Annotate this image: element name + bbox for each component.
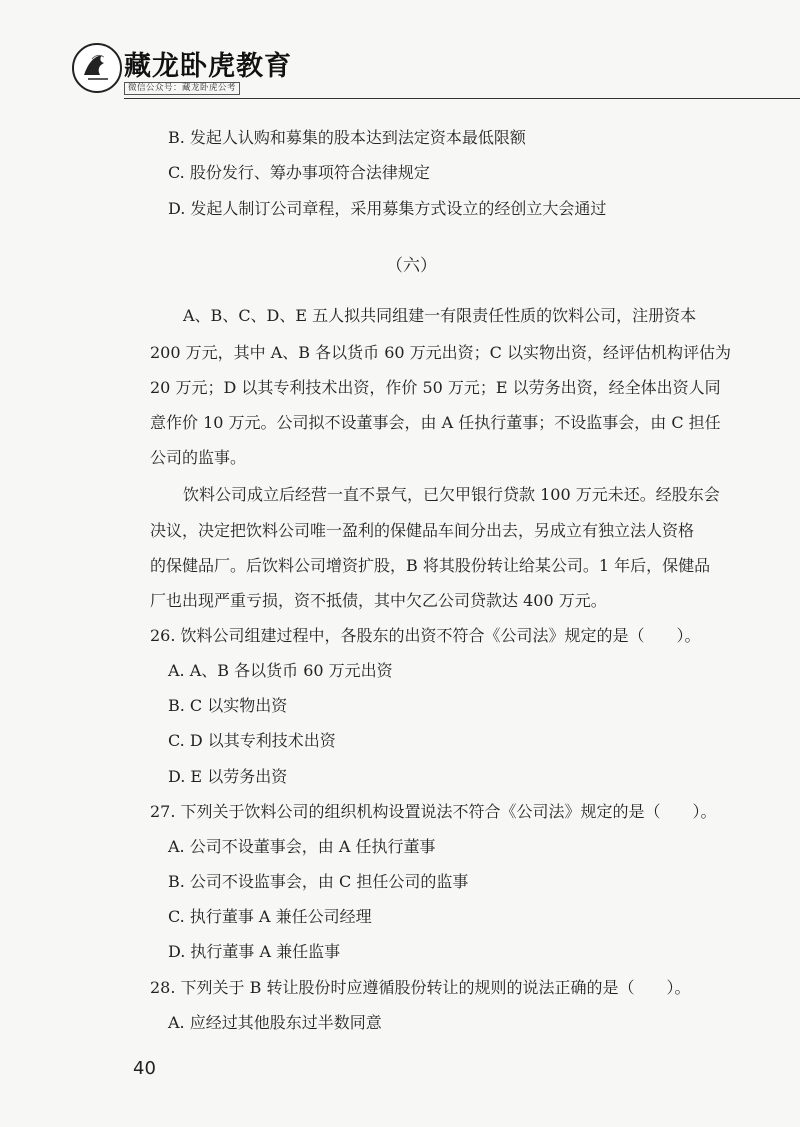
question-26-option-c: C. D 以其专利技术出资	[168, 731, 336, 750]
case-line: 决议，决定把饮料公司唯一盈利的保健品车间分出去，另成立有独立法人资格	[150, 521, 695, 540]
case-line: 200 万元，其中 A、B 各以货币 60 万元出资；C 以实物出资，经评估机构评估为	[150, 343, 731, 362]
question-27-option-b: B. 公司不设监事会，由 C 担任公司的监事	[168, 872, 469, 891]
dragon-tiger-logo-icon	[74, 45, 120, 91]
question-28-stem: 28. 下列关于 B 转让股份时应遵循股份转让的规则的说法正确的是（ ）。	[150, 978, 691, 997]
question-27-option-d: D. 执行董事 A 兼任监事	[168, 942, 341, 961]
question-27-option-a: A. 公司不设董事会，由 A 任执行董事	[168, 837, 436, 856]
case-line: 20 万元；D 以其专利技术出资，作价 50 万元；E 以劳务出资，经全体出资人同	[150, 378, 721, 397]
question-27-option-c: C. 执行董事 A 兼任公司经理	[168, 907, 372, 926]
case-line: 公司的监事。	[150, 448, 247, 467]
brand-logo	[72, 43, 122, 93]
header-rule	[124, 98, 800, 99]
question-28-option-a: A. 应经过其他股东过半数同意	[168, 1013, 382, 1032]
section-title: （六）	[386, 256, 437, 276]
case-line: 厂也出现严重亏损，资不抵债，其中欠乙公司贷款达 400 万元。	[150, 591, 607, 610]
prev-option-c: C. 股份发行、筹办事项符合法律规定	[168, 163, 430, 182]
page-header	[0, 0, 800, 100]
question-26-option-d: D. E 以劳务出资	[168, 767, 288, 786]
prev-option-d: D. 发起人制订公司章程，采用募集方式设立的经创立大会通过	[168, 199, 607, 218]
case-line: A、B、C、D、E 五人拟共同组建一有限责任性质的饮料公司，注册资本	[183, 306, 697, 325]
prev-option-b: B. 发起人认购和募集的股本达到法定资本最低限额	[168, 128, 526, 147]
case-line: 的保健品厂。后饮料公司增资扩股，B 将其股份转让给某公司。1 年后，保健品	[150, 556, 711, 575]
question-27-stem: 27. 下列关于饮料公司的组织机构设置说法不符合《公司法》规定的是（ ）。	[150, 802, 717, 821]
question-26-option-a: A. A、B 各以货币 60 万元出资	[168, 661, 393, 680]
case-line: 意作价 10 万元。公司拟不设董事会，由 A 任执行董事；不设监事会，由 C 担任	[150, 413, 721, 432]
brand-subtitle: 微信公众号：藏龙卧虎公考	[124, 82, 240, 95]
case-line: 饮料公司成立后经营一直不景气，已欠甲银行贷款 100 万元未还。经股东会	[183, 485, 720, 504]
page-number: 40	[133, 1058, 156, 1079]
question-26-option-b: B. C 以实物出资	[168, 696, 288, 715]
brand-title: 藏龙卧虎教育	[124, 51, 292, 82]
question-26-stem: 26. 饮料公司组建过程中，各股东的出资不符合《公司法》规定的是（ ）。	[150, 626, 701, 645]
